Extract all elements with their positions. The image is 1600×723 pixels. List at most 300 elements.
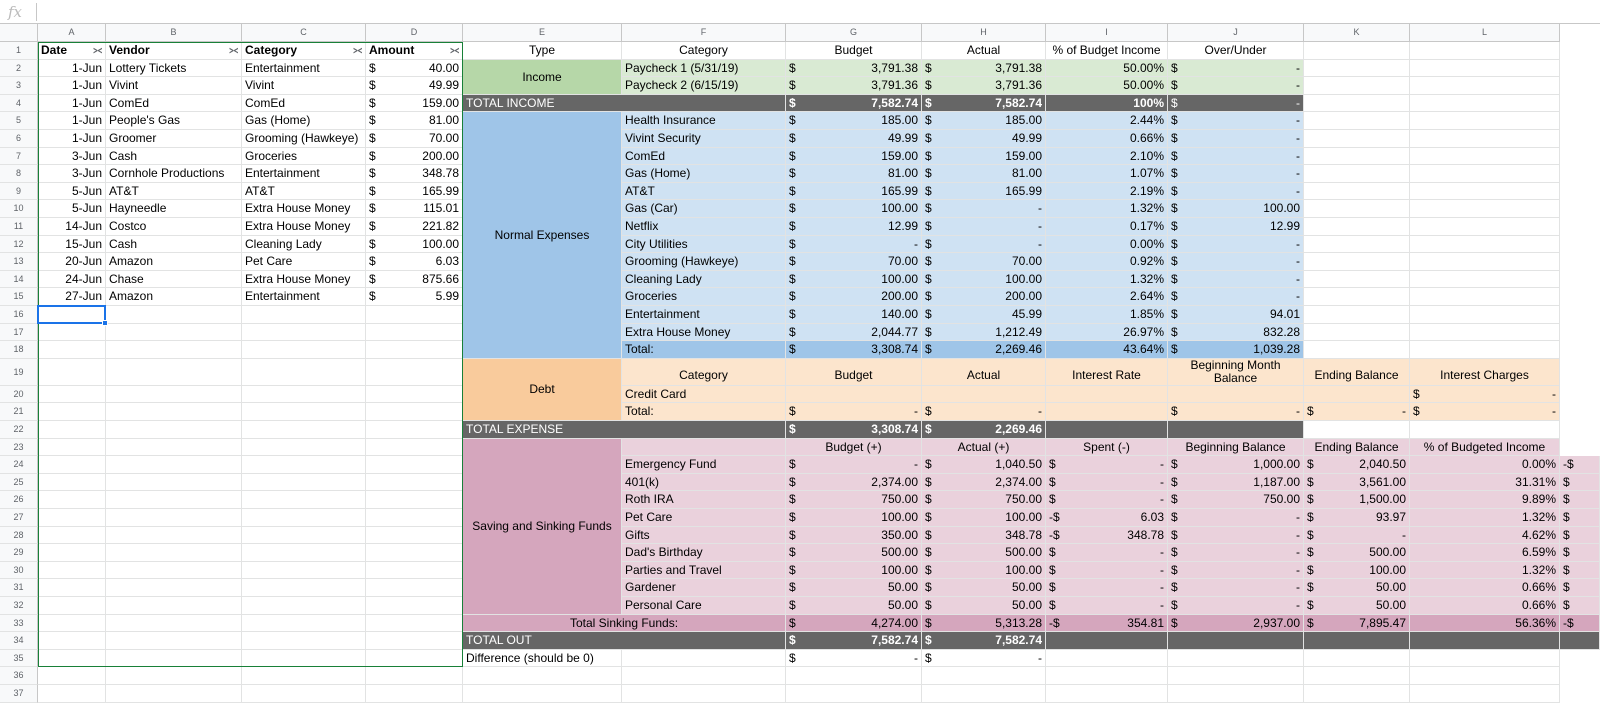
expense-category[interactable]: ComEd (622, 148, 786, 166)
debt-header-rate[interactable]: Interest Rate (1046, 359, 1168, 386)
pct-cell[interactable]: 2.19% (1046, 183, 1168, 201)
grid-cell[interactable] (1410, 650, 1560, 668)
expense-category[interactable]: Gas (Car) (622, 200, 786, 218)
amount-cell[interactable] (922, 579, 1046, 597)
amount-cell[interactable] (1168, 253, 1304, 271)
amount-cell[interactable] (922, 615, 1046, 633)
pct-cell[interactable]: 26.97% (1046, 324, 1168, 342)
date-cell[interactable]: 1-Jun (38, 95, 106, 113)
date-cell[interactable]: 1-Jun (38, 112, 106, 130)
grid-cell[interactable] (242, 456, 366, 474)
amount-cell[interactable] (786, 165, 922, 183)
grid-cell[interactable] (1410, 306, 1560, 324)
amount-cell[interactable] (786, 474, 922, 492)
date-cell[interactable]: 3-Jun (38, 165, 106, 183)
amount-cell[interactable] (786, 271, 922, 289)
grid-cell[interactable] (1304, 60, 1410, 78)
income-category[interactable]: Paycheck 2 (6/15/19) (622, 77, 786, 95)
grid-cell[interactable] (1410, 95, 1560, 113)
savings-header-budget[interactable]: Budget (+) (786, 439, 922, 457)
grid-cell[interactable] (106, 474, 242, 492)
category-cell[interactable]: Vivint (242, 77, 366, 95)
amount-cell[interactable] (922, 509, 1046, 527)
grid-cell[interactable] (242, 439, 366, 457)
select-all-corner[interactable] (0, 24, 38, 42)
column-header-c[interactable]: C (242, 24, 366, 42)
overflow-cell[interactable]: $ (1560, 509, 1600, 527)
row-header-6[interactable]: 6 (0, 130, 38, 148)
row-header-5[interactable]: 5 (0, 112, 38, 130)
grid-cell[interactable] (106, 421, 242, 439)
grid-cell[interactable] (1410, 236, 1560, 254)
row-header-13[interactable]: 13 (0, 253, 38, 271)
savings-category[interactable]: Roth IRA (622, 491, 786, 509)
row-header-10[interactable]: 10 (0, 200, 38, 218)
date-cell[interactable]: 24-Jun (38, 271, 106, 289)
grid-cell[interactable] (38, 527, 106, 545)
date-cell[interactable]: 3-Jun (38, 148, 106, 166)
amount-cell[interactable] (922, 60, 1046, 78)
amount-cell[interactable] (786, 341, 922, 359)
date-cell[interactable]: 1-Jun (38, 60, 106, 78)
amount-cell[interactable] (1168, 95, 1304, 113)
grid-cell[interactable] (1304, 288, 1410, 306)
amount-cell[interactable] (786, 130, 922, 148)
category-cell[interactable]: Entertainment (242, 288, 366, 306)
category-cell[interactable]: Pet Care (242, 253, 366, 271)
grid-cell[interactable] (1168, 667, 1304, 685)
amount-cell[interactable] (1168, 130, 1304, 148)
grid-cell[interactable] (366, 403, 463, 421)
amount-cell[interactable] (922, 491, 1046, 509)
amount-cell[interactable] (786, 403, 922, 421)
grid-cell[interactable] (1410, 288, 1560, 306)
pct-cell[interactable] (1410, 544, 1560, 562)
grid-cell[interactable] (1304, 200, 1410, 218)
total-income-label[interactable]: TOTAL INCOME (463, 95, 786, 113)
amount-cell[interactable] (1168, 615, 1304, 633)
amount-cell[interactable] (366, 148, 463, 166)
column-header-j[interactable]: J (1168, 24, 1304, 42)
amount-cell[interactable] (1410, 403, 1560, 421)
column-header-f[interactable]: F (622, 24, 786, 42)
grid-cell[interactable] (366, 667, 463, 685)
pct-cell[interactable] (1410, 579, 1560, 597)
debt-cell[interactable] (1046, 386, 1168, 404)
grid-cell[interactable] (1410, 60, 1560, 78)
filter-icon[interactable]: ⪥ (229, 45, 238, 56)
vendor-cell[interactable]: Costco (106, 218, 242, 236)
column-header-i[interactable]: I (1046, 24, 1168, 42)
grid-cell[interactable] (106, 359, 242, 386)
amount-cell[interactable] (1046, 579, 1168, 597)
total-expense-cell[interactable] (1046, 421, 1168, 439)
header-vendor[interactable] (106, 42, 242, 60)
amount-cell[interactable] (786, 597, 922, 615)
total-sinking-label[interactable]: Total Sinking Funds: (463, 615, 786, 633)
total-out-cell[interactable] (1046, 632, 1168, 650)
debt-header-budget[interactable]: Budget (786, 359, 922, 386)
debt-cell[interactable] (1046, 403, 1168, 421)
vendor-cell[interactable]: Groomer (106, 130, 242, 148)
amount-cell[interactable] (1410, 386, 1560, 404)
amount-cell[interactable] (922, 306, 1046, 324)
grid-cell[interactable] (1304, 77, 1410, 95)
amount-cell[interactable] (922, 544, 1046, 562)
grid-cell[interactable] (242, 403, 366, 421)
grid-cell[interactable] (1304, 165, 1410, 183)
grid-cell[interactable] (366, 650, 463, 668)
grid-cell[interactable] (1410, 324, 1560, 342)
amount-cell[interactable] (922, 650, 1046, 668)
grid-cell[interactable] (366, 306, 463, 324)
budget-header-pct[interactable]: % of Budget Income (1046, 42, 1168, 60)
overflow-cell[interactable]: $ (1560, 579, 1600, 597)
grid-cell[interactable] (106, 685, 242, 703)
row-header-19[interactable]: 19 (0, 359, 38, 386)
savings-category[interactable]: Pet Care (622, 509, 786, 527)
amount-cell[interactable] (1168, 148, 1304, 166)
amount-cell[interactable] (786, 95, 922, 113)
overflow-cell[interactable]: $ (1560, 491, 1600, 509)
amount-cell[interactable] (786, 456, 922, 474)
date-cell[interactable]: 27-Jun (38, 288, 106, 306)
grid-cell[interactable] (106, 527, 242, 545)
grid-cell[interactable] (366, 491, 463, 509)
amount-cell[interactable] (366, 218, 463, 236)
grid-cell[interactable] (1304, 271, 1410, 289)
amount-cell[interactable] (1168, 306, 1304, 324)
grid-cell[interactable] (463, 685, 622, 703)
amount-cell[interactable] (366, 236, 463, 254)
category-cell[interactable]: Entertainment (242, 60, 366, 78)
row-header-20[interactable]: 20 (0, 386, 38, 404)
amount-cell[interactable] (366, 130, 463, 148)
amount-cell[interactable] (922, 183, 1046, 201)
pct-cell[interactable] (1410, 527, 1560, 545)
debt-header-interest[interactable]: Interest Charges (1410, 359, 1560, 386)
grid-cell[interactable] (366, 359, 463, 386)
overflow-cell[interactable]: -$ (1560, 615, 1600, 633)
category-cell[interactable]: Groceries (242, 148, 366, 166)
column-header-l[interactable]: L (1410, 24, 1560, 42)
row-header-24[interactable]: 24 (0, 456, 38, 474)
filter-icon[interactable]: ⪥ (353, 45, 362, 56)
grid-cell[interactable] (1304, 253, 1410, 271)
grid-cell[interactable] (242, 306, 366, 324)
expenses-type-label[interactable]: Normal Expenses (463, 112, 622, 358)
grid-cell[interactable] (1410, 183, 1560, 201)
column-header-b[interactable]: B (106, 24, 242, 42)
amount-cell[interactable] (922, 474, 1046, 492)
category-cell[interactable]: Gas (Home) (242, 112, 366, 130)
amount-cell[interactable] (1168, 218, 1304, 236)
row-header-34[interactable]: 34 (0, 632, 38, 650)
amount-cell[interactable] (786, 579, 922, 597)
amount-cell[interactable] (786, 615, 922, 633)
grid-cell[interactable] (242, 667, 366, 685)
grid-cell[interactable] (106, 306, 242, 324)
date-cell[interactable]: 5-Jun (38, 200, 106, 218)
amount-cell[interactable] (922, 288, 1046, 306)
grid-cell[interactable] (1304, 42, 1410, 60)
amount-cell[interactable] (1168, 544, 1304, 562)
vendor-cell[interactable]: AT&T (106, 183, 242, 201)
category-cell[interactable]: AT&T (242, 183, 366, 201)
overflow-cell[interactable]: $ (1560, 474, 1600, 492)
grid-cell[interactable] (242, 650, 366, 668)
grid-cell[interactable] (106, 615, 242, 633)
grid-cell[interactable] (106, 324, 242, 342)
grid-cell[interactable] (1168, 650, 1304, 668)
amount-cell[interactable] (1168, 403, 1304, 421)
header-date[interactable] (38, 42, 106, 60)
debt-header-ending[interactable]: Ending Balance (1304, 359, 1410, 386)
amount-cell[interactable] (1304, 403, 1410, 421)
amount-cell[interactable] (1304, 527, 1410, 545)
amount-cell[interactable] (922, 324, 1046, 342)
overflow-cell[interactable]: $ (1560, 597, 1600, 615)
amount-cell[interactable] (366, 165, 463, 183)
budget-header-actual[interactable]: Actual (922, 42, 1046, 60)
savings-category[interactable]: 401(k) (622, 474, 786, 492)
amount-cell[interactable] (1046, 527, 1168, 545)
amount-cell[interactable] (366, 77, 463, 95)
vendor-cell[interactable]: Lottery Tickets (106, 60, 242, 78)
amount-cell[interactable] (1304, 579, 1410, 597)
amount-cell[interactable] (922, 632, 1046, 650)
amount-cell[interactable] (786, 288, 922, 306)
debt-cell[interactable] (786, 386, 922, 404)
pct-cell[interactable]: 0.00% (1046, 236, 1168, 254)
grid-cell[interactable] (242, 509, 366, 527)
row-header-18[interactable]: 18 (0, 341, 38, 359)
vendor-cell[interactable]: People's Gas (106, 112, 242, 130)
date-cell[interactable]: 15-Jun (38, 236, 106, 254)
grid-cell[interactable] (1304, 112, 1410, 130)
grid-cell[interactable] (38, 615, 106, 633)
column-header-k[interactable]: K (1304, 24, 1410, 42)
row-header-35[interactable]: 35 (0, 650, 38, 668)
amount-cell[interactable] (786, 60, 922, 78)
savings-header-blank[interactable] (622, 439, 786, 457)
vendor-cell[interactable]: Hayneedle (106, 200, 242, 218)
grid-cell[interactable] (242, 421, 366, 439)
amount-cell[interactable] (1304, 456, 1410, 474)
amount-cell[interactable] (1168, 562, 1304, 580)
amount-cell[interactable] (922, 95, 1046, 113)
grid-cell[interactable] (1410, 165, 1560, 183)
amount-cell[interactable] (1046, 562, 1168, 580)
debt-header-category[interactable]: Category (622, 359, 786, 386)
grid-cell[interactable] (922, 667, 1046, 685)
row-header-12[interactable]: 12 (0, 236, 38, 254)
grid-cell[interactable] (1410, 271, 1560, 289)
row-header-9[interactable]: 9 (0, 183, 38, 201)
amount-cell[interactable] (366, 183, 463, 201)
row-header-11[interactable]: 11 (0, 218, 38, 236)
pct-cell[interactable]: 2.64% (1046, 288, 1168, 306)
amount-cell[interactable] (786, 421, 922, 439)
grid-cell[interactable] (1304, 341, 1410, 359)
category-cell[interactable]: Cleaning Lady (242, 236, 366, 254)
savings-category[interactable]: Gardener (622, 579, 786, 597)
grid-cell[interactable] (1304, 324, 1410, 342)
amount-cell[interactable] (1304, 562, 1410, 580)
savings-category[interactable]: Gifts (622, 527, 786, 545)
row-header-25[interactable]: 25 (0, 474, 38, 492)
grid-cell[interactable] (106, 456, 242, 474)
row-header-28[interactable]: 28 (0, 527, 38, 545)
amount-cell[interactable] (786, 218, 922, 236)
grid-cell[interactable] (366, 474, 463, 492)
amount-cell[interactable] (1304, 474, 1410, 492)
amount-cell[interactable] (922, 130, 1046, 148)
amount-cell[interactable] (1168, 271, 1304, 289)
grid-cell[interactable] (1410, 148, 1560, 166)
date-cell[interactable]: 1-Jun (38, 130, 106, 148)
grid-cell[interactable] (38, 597, 106, 615)
grid-cell[interactable] (366, 579, 463, 597)
grid-cell[interactable] (242, 615, 366, 633)
grid-cell[interactable] (366, 421, 463, 439)
column-header-d[interactable]: D (366, 24, 463, 42)
amount-cell[interactable] (1304, 544, 1410, 562)
amount-cell[interactable] (786, 324, 922, 342)
grid-cell[interactable] (1304, 183, 1410, 201)
grid-cell[interactable] (622, 667, 786, 685)
grid-cell[interactable] (106, 579, 242, 597)
pct-cell[interactable]: 50.00% (1046, 60, 1168, 78)
row-header-8[interactable]: 8 (0, 165, 38, 183)
debt-total-label[interactable]: Total: (622, 403, 786, 421)
amount-cell[interactable] (1168, 491, 1304, 509)
income-type-label[interactable]: Income (463, 60, 622, 95)
pct-cell[interactable]: 1.07% (1046, 165, 1168, 183)
amount-cell[interactable] (1168, 183, 1304, 201)
budget-header-type[interactable]: Type (463, 42, 622, 60)
grid-cell[interactable] (38, 306, 106, 324)
amount-cell[interactable] (366, 271, 463, 289)
vendor-cell[interactable]: Vivint (106, 77, 242, 95)
grid-cell[interactable] (242, 491, 366, 509)
grid-cell[interactable] (242, 386, 366, 404)
amount-cell[interactable] (786, 544, 922, 562)
pct-cell[interactable] (1410, 474, 1560, 492)
grid-cell[interactable] (106, 439, 242, 457)
amount-cell[interactable] (1168, 341, 1304, 359)
savings-header-begin[interactable]: Beginning Balance (1168, 439, 1304, 457)
grid-cell[interactable] (106, 667, 242, 685)
grid-cell[interactable] (38, 667, 106, 685)
grid-cell[interactable] (106, 544, 242, 562)
grid-cell[interactable] (242, 597, 366, 615)
grid-cell[interactable] (242, 562, 366, 580)
grid-cell[interactable] (106, 509, 242, 527)
grid-cell[interactable] (366, 562, 463, 580)
amount-cell[interactable] (786, 491, 922, 509)
pct-cell[interactable] (1410, 562, 1560, 580)
total-out-cell[interactable] (1410, 632, 1560, 650)
grid-cell[interactable] (38, 386, 106, 404)
amount-cell[interactable] (922, 253, 1046, 271)
grid-cell[interactable] (786, 685, 922, 703)
total-out-cell[interactable] (1168, 632, 1304, 650)
expense-category[interactable]: Grooming (Hawkeye) (622, 253, 786, 271)
amount-cell[interactable] (1046, 615, 1168, 633)
grid-cell[interactable] (106, 632, 242, 650)
amount-cell[interactable] (922, 597, 1046, 615)
row-header-29[interactable]: 29 (0, 544, 38, 562)
row-header-3[interactable]: 3 (0, 77, 38, 95)
grid-cell[interactable] (38, 403, 106, 421)
amount-cell[interactable] (922, 236, 1046, 254)
grid-cell[interactable] (1304, 95, 1410, 113)
savings-category[interactable]: Personal Care (622, 597, 786, 615)
grid-cell[interactable] (366, 439, 463, 457)
savings-category[interactable]: Parties and Travel (622, 562, 786, 580)
overflow-cell[interactable]: $ (1560, 562, 1600, 580)
grid-cell[interactable] (106, 403, 242, 421)
grid-cell[interactable] (1410, 685, 1560, 703)
grid-cell[interactable] (366, 324, 463, 342)
grid-cell[interactable] (106, 597, 242, 615)
budget-header-budget[interactable]: Budget (786, 42, 922, 60)
expense-category[interactable]: Vivint Security (622, 130, 786, 148)
column-header-a[interactable]: A (38, 24, 106, 42)
grid-cell[interactable] (1046, 667, 1168, 685)
expense-category[interactable]: Entertainment (622, 306, 786, 324)
grid-cell[interactable] (1410, 77, 1560, 95)
amount-cell[interactable] (1304, 615, 1410, 633)
amount-cell[interactable] (922, 562, 1046, 580)
pct-cell[interactable]: 0.66% (1046, 130, 1168, 148)
amount-cell[interactable] (922, 148, 1046, 166)
row-header-32[interactable]: 32 (0, 597, 38, 615)
total-out-cell[interactable] (1560, 632, 1600, 650)
grid-cell[interactable] (106, 491, 242, 509)
amount-cell[interactable] (366, 60, 463, 78)
grid-cell[interactable] (1410, 112, 1560, 130)
grid-cell[interactable] (1168, 685, 1304, 703)
savings-header-ending[interactable]: Ending Balance (1304, 439, 1410, 457)
pct-cell[interactable]: 100% (1046, 95, 1168, 113)
amount-cell[interactable] (1168, 456, 1304, 474)
date-cell[interactable]: 14-Jun (38, 218, 106, 236)
grid-cell[interactable] (38, 439, 106, 457)
amount-cell[interactable] (1168, 112, 1304, 130)
amount-cell[interactable] (786, 253, 922, 271)
amount-cell[interactable] (786, 148, 922, 166)
grid-cell[interactable] (786, 667, 922, 685)
category-cell[interactable]: Entertainment (242, 165, 366, 183)
row-header-22[interactable]: 22 (0, 421, 38, 439)
amount-cell[interactable] (1168, 474, 1304, 492)
amount-cell[interactable] (1304, 509, 1410, 527)
amount-cell[interactable] (786, 527, 922, 545)
column-header-e[interactable]: E (463, 24, 622, 42)
expense-category[interactable]: Cleaning Lady (622, 271, 786, 289)
grid-cell[interactable] (242, 527, 366, 545)
vendor-cell[interactable]: Chase (106, 271, 242, 289)
grid-cell[interactable] (366, 632, 463, 650)
grid-cell[interactable] (106, 650, 242, 668)
difference-label[interactable]: Difference (should be 0) (463, 650, 786, 668)
grid-cell[interactable] (242, 685, 366, 703)
grid-cell[interactable] (1304, 650, 1410, 668)
amount-cell[interactable] (922, 403, 1046, 421)
pct-cell[interactable]: 1.85% (1046, 306, 1168, 324)
